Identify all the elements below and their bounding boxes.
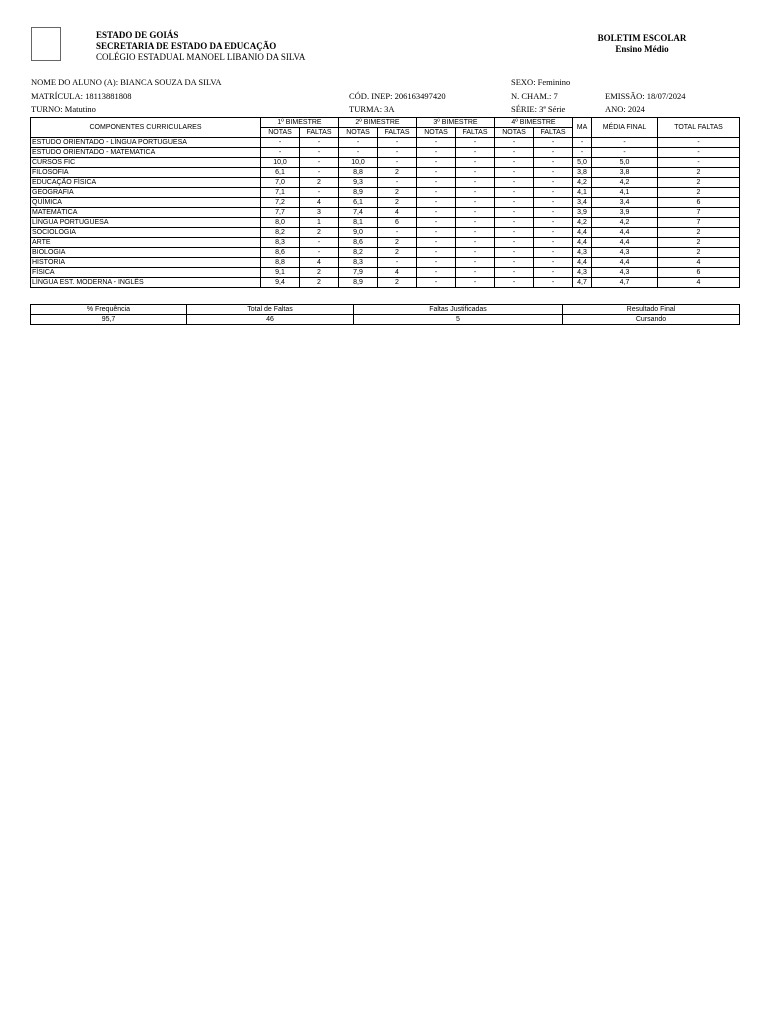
b4-grade-cell: - bbox=[495, 208, 534, 218]
ma-value-cell: 4,3 bbox=[573, 248, 592, 258]
b2-grade-cell: 8,6 bbox=[339, 238, 378, 248]
b3-absences-cell: - bbox=[456, 248, 495, 258]
ma-value-cell: 3,9 bbox=[573, 208, 592, 218]
b3-grade-cell: - bbox=[417, 208, 456, 218]
ma-value-cell: 4,4 bbox=[573, 258, 592, 268]
b3-absences-subheader: FALTAS bbox=[456, 128, 495, 138]
b3-grade-cell: - bbox=[417, 158, 456, 168]
student-call-number: N. CHAM.: 7 bbox=[511, 91, 558, 101]
component-name-cell: LÍNGUA PORTUGUESA bbox=[31, 218, 261, 228]
b3-absences-cell: - bbox=[456, 208, 495, 218]
b1-grade-cell: 8,0 bbox=[261, 218, 300, 228]
b1-absences-cell: 2 bbox=[300, 228, 339, 238]
b4-grade-cell: - bbox=[495, 238, 534, 248]
b2-grades-subheader: NOTAS bbox=[339, 128, 378, 138]
b4-grade-cell: - bbox=[495, 198, 534, 208]
b3-absences-cell: - bbox=[456, 168, 495, 178]
component-name-cell: CURSOS FIC bbox=[31, 158, 261, 168]
b1-grade-cell: 7,7 bbox=[261, 208, 300, 218]
total-absences-cell: 2 bbox=[658, 178, 740, 188]
grades-row bbox=[31, 258, 740, 268]
b4-absences-cell: - bbox=[534, 198, 573, 208]
ma-header: MA bbox=[573, 118, 592, 138]
b3-absences-cell: - bbox=[456, 218, 495, 228]
b2-grade-cell: 7,4 bbox=[339, 208, 378, 218]
total-absences-summary-header: Total de Faltas bbox=[187, 305, 354, 315]
bimester-1-header: 1º BIMESTRE bbox=[261, 118, 339, 128]
b4-grade-cell: - bbox=[495, 218, 534, 228]
component-name-cell: GEOGRAFIA bbox=[31, 188, 261, 198]
total-absences-cell: - bbox=[658, 158, 740, 168]
final-average-cell: 3,9 bbox=[592, 208, 658, 218]
ma-value-cell: 4,1 bbox=[573, 188, 592, 198]
b3-grade-cell: - bbox=[417, 178, 456, 188]
b4-grade-cell: - bbox=[495, 178, 534, 188]
component-name-cell: FILOSOFIA bbox=[31, 168, 261, 178]
b1-absences-cell: 4 bbox=[300, 198, 339, 208]
final-average-cell: 4,3 bbox=[592, 248, 658, 258]
ma-value-cell: 4,3 bbox=[573, 268, 592, 278]
b2-absences-cell: 6 bbox=[378, 218, 417, 228]
b4-grade-cell: - bbox=[495, 148, 534, 158]
school-inep-code: CÓD. INEP: 206163497420 bbox=[349, 91, 446, 101]
b4-grade-cell: - bbox=[495, 248, 534, 258]
student-class: TURMA: 3A bbox=[349, 104, 395, 114]
b3-grades-subheader: NOTAS bbox=[417, 128, 456, 138]
frequency-header: % Frequência bbox=[31, 305, 187, 315]
b3-absences-cell: - bbox=[456, 198, 495, 208]
b2-absences-cell: 2 bbox=[378, 188, 417, 198]
b1-grade-cell: - bbox=[261, 138, 300, 148]
b2-absences-cell: 2 bbox=[378, 238, 417, 248]
grades-row bbox=[31, 238, 740, 248]
total-absences-cell: 7 bbox=[658, 208, 740, 218]
grades-table bbox=[30, 117, 740, 288]
b2-grade-cell: 6,1 bbox=[339, 198, 378, 208]
b3-grade-cell: - bbox=[417, 138, 456, 148]
component-name-cell: BIOLOGIA bbox=[31, 248, 261, 258]
b2-grade-cell: 9,0 bbox=[339, 228, 378, 238]
grades-row bbox=[31, 218, 740, 228]
b1-grade-cell: 8,8 bbox=[261, 258, 300, 268]
student-shift: TURNO: Matutino bbox=[31, 104, 96, 114]
final-average-cell: 3,8 bbox=[592, 168, 658, 178]
b4-absences-cell: - bbox=[534, 248, 573, 258]
b4-grades-subheader: NOTAS bbox=[495, 128, 534, 138]
document-subtitle: Ensino Médio bbox=[615, 44, 669, 54]
grades-row bbox=[31, 158, 740, 168]
b2-grade-cell: 8,1 bbox=[339, 218, 378, 228]
grades-row bbox=[31, 278, 740, 288]
final-average-cell: 4,2 bbox=[592, 178, 658, 188]
b4-absences-cell: - bbox=[534, 218, 573, 228]
total-absences-cell: 7 bbox=[658, 218, 740, 228]
b3-absences-cell: - bbox=[456, 178, 495, 188]
b1-absences-cell: - bbox=[300, 238, 339, 248]
ma-value-cell: 4,4 bbox=[573, 238, 592, 248]
b4-absences-cell: - bbox=[534, 178, 573, 188]
total-absences-cell: 2 bbox=[658, 168, 740, 178]
components-header: COMPONENTES CURRICULARES bbox=[31, 118, 261, 138]
b1-grade-cell: 8,2 bbox=[261, 228, 300, 238]
b1-absences-cell: 3 bbox=[300, 208, 339, 218]
b3-absences-cell: - bbox=[456, 138, 495, 148]
b2-grade-cell: 7,9 bbox=[339, 268, 378, 278]
document-title: BOLETIM ESCOLAR bbox=[597, 33, 687, 43]
total-absences-cell: - bbox=[658, 148, 740, 158]
b1-grades-subheader: NOTAS bbox=[261, 128, 300, 138]
b3-grade-cell: - bbox=[417, 228, 456, 238]
b2-absences-cell: - bbox=[378, 148, 417, 158]
institution-header bbox=[96, 30, 305, 63]
b1-absences-cell: - bbox=[300, 188, 339, 198]
b2-absences-cell: 2 bbox=[378, 278, 417, 288]
component-name-cell: ESTUDO ORIENTADO - LÍNGUA PORTUGUESA bbox=[31, 138, 261, 148]
b4-grade-cell: - bbox=[495, 188, 534, 198]
grades-row bbox=[31, 168, 740, 178]
b4-absences-cell: - bbox=[534, 158, 573, 168]
total-absences-cell: 4 bbox=[658, 258, 740, 268]
student-sex: SEXO: Feminino bbox=[511, 77, 571, 87]
final-result-value: Cursando bbox=[563, 315, 740, 325]
final-average-cell: 4,7 bbox=[592, 278, 658, 288]
ma-value-cell: 3,4 bbox=[573, 198, 592, 208]
b3-grade-cell: - bbox=[417, 278, 456, 288]
b1-grade-cell: 7,1 bbox=[261, 188, 300, 198]
b2-absences-cell: - bbox=[378, 258, 417, 268]
component-name-cell: MATEMÁTICA bbox=[31, 208, 261, 218]
grades-row bbox=[31, 268, 740, 278]
b4-grade-cell: - bbox=[495, 138, 534, 148]
component-name-cell: ARTE bbox=[31, 238, 261, 248]
b2-absences-cell: - bbox=[378, 178, 417, 188]
school-logo-placeholder bbox=[31, 27, 61, 61]
student-enrollment: MATRÍCULA: 18113881808 bbox=[31, 91, 132, 101]
bimester-2-header: 2º BIMESTRE bbox=[339, 118, 417, 128]
b3-grade-cell: - bbox=[417, 268, 456, 278]
b2-grade-cell: 8,9 bbox=[339, 188, 378, 198]
b1-absences-cell: 2 bbox=[300, 268, 339, 278]
component-name-cell: ESTUDO ORIENTADO - MATEMATICA bbox=[31, 148, 261, 158]
final-average-cell: 4,3 bbox=[592, 268, 658, 278]
final-average-cell: 4,4 bbox=[592, 238, 658, 248]
b4-absences-cell: - bbox=[534, 188, 573, 198]
b4-absences-cell: - bbox=[534, 208, 573, 218]
ma-value-cell: 5,0 bbox=[573, 158, 592, 168]
b2-absences-cell: - bbox=[378, 138, 417, 148]
final-average-header: MÉDIA FINAL bbox=[592, 118, 658, 138]
total-absences-cell: 2 bbox=[658, 238, 740, 248]
b3-absences-cell: - bbox=[456, 188, 495, 198]
ma-value-cell: 4,2 bbox=[573, 178, 592, 188]
b3-absences-cell: - bbox=[456, 268, 495, 278]
b3-grade-cell: - bbox=[417, 168, 456, 178]
grades-row bbox=[31, 248, 740, 258]
summary-header-row bbox=[31, 305, 740, 315]
b1-absences-cell: 1 bbox=[300, 218, 339, 228]
justified-absences-value: 5 bbox=[354, 315, 563, 325]
b4-absences-cell: - bbox=[534, 138, 573, 148]
b1-absences-cell: - bbox=[300, 158, 339, 168]
school-year: ANO: 2024 bbox=[605, 104, 645, 114]
frequency-value: 95,7 bbox=[31, 315, 187, 325]
ma-value-cell: 4,4 bbox=[573, 228, 592, 238]
justified-absences-header: Faltas Justificadas bbox=[354, 305, 563, 315]
bimester-4-header: 4º BIMESTRE bbox=[495, 118, 573, 128]
total-absences-cell: 6 bbox=[658, 268, 740, 278]
b4-absences-cell: - bbox=[534, 148, 573, 158]
b4-absences-cell: - bbox=[534, 238, 573, 248]
grades-row bbox=[31, 148, 740, 158]
b2-absences-cell: 2 bbox=[378, 198, 417, 208]
final-average-cell: - bbox=[592, 138, 658, 148]
b3-absences-cell: - bbox=[456, 228, 495, 238]
student-grade-level: SÉRIE: 3ª Série bbox=[511, 104, 566, 114]
b3-grade-cell: - bbox=[417, 218, 456, 228]
grades-row bbox=[31, 208, 740, 218]
final-average-cell: - bbox=[592, 148, 658, 158]
component-name-cell: HISTÓRIA bbox=[31, 258, 261, 268]
b2-absences-cell: 4 bbox=[378, 208, 417, 218]
component-name-cell: SOCIOLOGIA bbox=[31, 228, 261, 238]
ma-value-cell: 4,2 bbox=[573, 218, 592, 228]
b1-absences-cell: 2 bbox=[300, 278, 339, 288]
b1-absences-cell: 4 bbox=[300, 258, 339, 268]
b4-grade-cell: - bbox=[495, 278, 534, 288]
b3-absences-cell: - bbox=[456, 148, 495, 158]
b3-grade-cell: - bbox=[417, 258, 456, 268]
b2-absences-subheader: FALTAS bbox=[378, 128, 417, 138]
total-absences-cell: 2 bbox=[658, 188, 740, 198]
b2-absences-cell: 2 bbox=[378, 248, 417, 258]
component-name-cell: QUÍMICA bbox=[31, 198, 261, 208]
b1-absences-cell: - bbox=[300, 248, 339, 258]
b4-absences-cell: - bbox=[534, 278, 573, 288]
ma-value-cell: - bbox=[573, 138, 592, 148]
b1-grade-cell: 8,3 bbox=[261, 238, 300, 248]
b1-grade-cell: 7,0 bbox=[261, 178, 300, 188]
b2-absences-cell: 4 bbox=[378, 268, 417, 278]
b4-grade-cell: - bbox=[495, 258, 534, 268]
grades-row bbox=[31, 198, 740, 208]
ma-value-cell: 4,7 bbox=[573, 278, 592, 288]
grades-row bbox=[31, 138, 740, 148]
total-absences-value: 46 bbox=[187, 315, 354, 325]
b1-absences-cell: - bbox=[300, 138, 339, 148]
b2-grade-cell: 10,0 bbox=[339, 158, 378, 168]
b1-grade-cell: - bbox=[261, 148, 300, 158]
b3-absences-cell: - bbox=[456, 158, 495, 168]
b3-grade-cell: - bbox=[417, 198, 456, 208]
final-average-cell: 4,4 bbox=[592, 258, 658, 268]
b2-absences-cell: - bbox=[378, 158, 417, 168]
b3-grade-cell: - bbox=[417, 238, 456, 248]
state-name: ESTADO DE GOIÁS bbox=[96, 30, 179, 40]
b1-grade-cell: 10,0 bbox=[261, 158, 300, 168]
final-average-cell: 4,1 bbox=[592, 188, 658, 198]
b1-absences-cell: - bbox=[300, 148, 339, 158]
b2-grade-cell: - bbox=[339, 148, 378, 158]
final-average-cell: 5,0 bbox=[592, 158, 658, 168]
grades-table-body bbox=[31, 138, 740, 288]
final-average-cell: 4,2 bbox=[592, 218, 658, 228]
school-name: COLÉGIO ESTADUAL MANOEL LIBANIO DA SILVA bbox=[96, 52, 306, 62]
b4-absences-cell: - bbox=[534, 168, 573, 178]
b1-absences-cell: 2 bbox=[300, 178, 339, 188]
b2-absences-cell: - bbox=[378, 228, 417, 238]
b4-grade-cell: - bbox=[495, 268, 534, 278]
b1-grade-cell: 6,1 bbox=[261, 168, 300, 178]
issue-date: EMISSÃO: 18/07/2024 bbox=[605, 91, 686, 101]
total-absences-cell: - bbox=[658, 138, 740, 148]
b3-absences-cell: - bbox=[456, 278, 495, 288]
total-absences-cell: 2 bbox=[658, 248, 740, 258]
grades-header-row bbox=[31, 118, 740, 128]
b1-absences-subheader: FALTAS bbox=[300, 128, 339, 138]
b2-grade-cell: 8,3 bbox=[339, 258, 378, 268]
bimester-3-header: 3º BIMESTRE bbox=[417, 118, 495, 128]
b2-absences-cell: 2 bbox=[378, 168, 417, 178]
b1-grade-cell: 9,1 bbox=[261, 268, 300, 278]
b3-grade-cell: - bbox=[417, 248, 456, 258]
b3-absences-cell: - bbox=[456, 238, 495, 248]
component-name-cell: EDUCAÇÃO FÍSICA bbox=[31, 178, 261, 188]
b3-grade-cell: - bbox=[417, 188, 456, 198]
b2-grade-cell: 8,8 bbox=[339, 168, 378, 178]
total-absences-cell: 4 bbox=[658, 278, 740, 288]
secretariat-name: SECRETARIA DE ESTADO DA EDUCAÇÃO bbox=[96, 41, 277, 51]
component-name-cell: LÍNGUA EST. MODERNA - INGLÊS bbox=[31, 278, 261, 288]
b4-grade-cell: - bbox=[495, 228, 534, 238]
total-absences-cell: 2 bbox=[658, 228, 740, 238]
student-name: NOME DO ALUNO (A): BIANCA SOUZA DA SILVA bbox=[31, 77, 222, 87]
total-absences-header: TOTAL FALTAS bbox=[658, 118, 740, 138]
total-absences-cell: 6 bbox=[658, 198, 740, 208]
final-average-cell: 3,4 bbox=[592, 198, 658, 208]
ma-value-cell: - bbox=[573, 148, 592, 158]
grades-row bbox=[31, 178, 740, 188]
b3-absences-cell: - bbox=[456, 258, 495, 268]
final-result-header: Resultado Final bbox=[563, 305, 740, 315]
grades-row bbox=[31, 228, 740, 238]
b4-grade-cell: - bbox=[495, 168, 534, 178]
b4-absences-cell: - bbox=[534, 268, 573, 278]
b1-absences-cell: - bbox=[300, 168, 339, 178]
b4-grade-cell: - bbox=[495, 158, 534, 168]
ma-value-cell: 3,8 bbox=[573, 168, 592, 178]
b2-grade-cell: 8,2 bbox=[339, 248, 378, 258]
b4-absences-subheader: FALTAS bbox=[534, 128, 573, 138]
b4-absences-cell: - bbox=[534, 258, 573, 268]
b1-grade-cell: 7,2 bbox=[261, 198, 300, 208]
b2-grade-cell: - bbox=[339, 138, 378, 148]
document-title-block bbox=[580, 33, 704, 55]
final-average-cell: 4,4 bbox=[592, 228, 658, 238]
b2-grade-cell: 8,9 bbox=[339, 278, 378, 288]
grades-row bbox=[31, 188, 740, 198]
b4-absences-cell: - bbox=[534, 228, 573, 238]
b1-grade-cell: 9,4 bbox=[261, 278, 300, 288]
b1-grade-cell: 8,6 bbox=[261, 248, 300, 258]
b2-grade-cell: 9,3 bbox=[339, 178, 378, 188]
component-name-cell: FÍSICA bbox=[31, 268, 261, 278]
b3-grade-cell: - bbox=[417, 148, 456, 158]
summary-table bbox=[30, 304, 740, 325]
summary-values-row bbox=[31, 315, 740, 325]
